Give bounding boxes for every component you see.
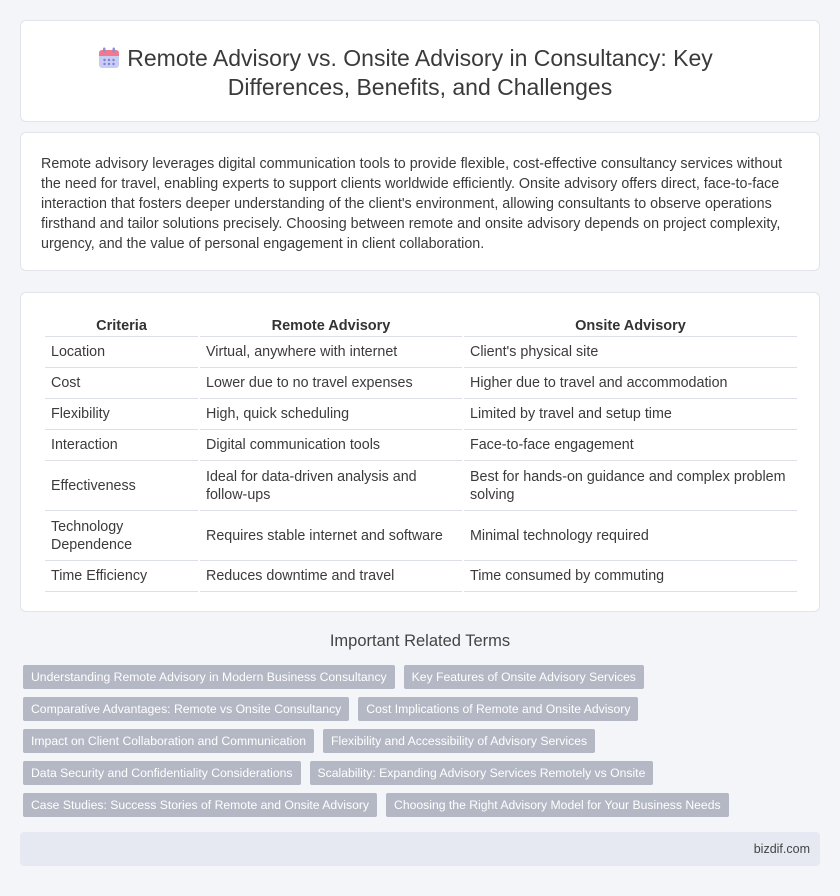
table-row — [45, 430, 797, 461]
table-cell: Higher due to travel and accommodation — [464, 368, 797, 399]
comparison-table-card — [20, 292, 820, 612]
table-row — [45, 368, 797, 399]
intro-card — [20, 132, 820, 271]
table-cell: Face-to-face engagement — [464, 430, 797, 461]
related-term-tag[interactable]: Data Security and Confidentiality Considerations — [23, 761, 301, 785]
related-terms-title: Important Related Terms — [329, 632, 511, 650]
table-cell: Effectiveness — [45, 461, 198, 511]
comparison-table — [43, 315, 799, 592]
table-cell: Technology Dependence — [45, 511, 198, 561]
table-cell: Time Efficiency — [45, 561, 198, 592]
table-cell: Cost — [45, 368, 198, 399]
table-cell: Interaction — [45, 430, 198, 461]
table-cell: High, quick scheduling — [200, 399, 462, 430]
site-link[interactable]: bizdif.com — [753, 842, 810, 856]
table-row — [45, 511, 797, 561]
table-cell: Virtual, anywhere with internet — [200, 337, 462, 368]
table-cell: Ideal for data-driven analysis and follow-ups — [200, 461, 462, 511]
header-card — [20, 20, 820, 122]
table-row — [45, 461, 797, 511]
table-cell: Flexibility — [45, 399, 198, 430]
table-cell: Best for hands-on guidance and complex problem solving — [464, 461, 797, 511]
table-cell: Minimal technology required — [464, 511, 797, 561]
table-row — [45, 337, 797, 368]
footer — [20, 832, 820, 866]
related-term-tag[interactable]: Cost Implications of Remote and Onsite Advisory — [358, 697, 638, 721]
related-term-tag[interactable]: Flexibility and Accessibility of Advisory Services — [323, 729, 595, 753]
related-terms-list — [23, 665, 823, 825]
related-term-tag[interactable]: Comparative Advantages: Remote vs Onsite Consultancy — [23, 697, 349, 721]
page-title: Remote Advisory vs. Onsite Advisory in Consultancy: Key Differences, Benefits, and Challenges — [127, 45, 713, 100]
table-header-criteria: Criteria — [45, 315, 198, 337]
table-cell: Time consumed by commuting — [464, 561, 797, 592]
table-cell: Location — [45, 337, 198, 368]
table-header-onsite: Onsite Advisory — [464, 315, 797, 337]
related-term-tag[interactable]: Choosing the Right Advisory Model for Your Business Needs — [386, 793, 729, 817]
table-cell: Limited by travel and setup time — [464, 399, 797, 430]
related-term-tag[interactable]: Key Features of Onsite Advisory Services — [404, 665, 644, 689]
table-cell: Client's physical site — [464, 337, 797, 368]
intro-paragraph: Remote advisory leverages digital communication tools to provide flexible, cost-effective consultancy services without the need for travel, enabling experts to support clients worldwide efficiently. Onsite advisory offers direct, face-to-face interaction that fosters deeper understanding of the client's environment, allowing consultants to observe operations firsthand and tailor solutions precisely. Choosing between remote and onsite advisory depends on project complexity, urgency, and the value of personal engagement in client collaboration. — [41, 156, 783, 252]
table-row — [45, 561, 797, 592]
related-term-tag[interactable]: Scalability: Expanding Advisory Services Remotely vs Onsite — [310, 761, 654, 785]
related-term-tag[interactable]: Impact on Client Collaboration and Communication — [23, 729, 314, 753]
table-cell: Lower due to no travel expenses — [200, 368, 462, 399]
table-cell: Requires stable internet and software — [200, 511, 462, 561]
table-cell: Reduces downtime and travel — [200, 561, 462, 592]
table-header-remote: Remote Advisory — [200, 315, 462, 337]
related-term-tag[interactable]: Understanding Remote Advisory in Modern Business Consultancy — [23, 665, 395, 689]
table-cell: Digital communication tools — [200, 430, 462, 461]
table-row — [45, 399, 797, 430]
related-term-tag[interactable]: Case Studies: Success Stories of Remote and Onsite Advisory — [23, 793, 377, 817]
